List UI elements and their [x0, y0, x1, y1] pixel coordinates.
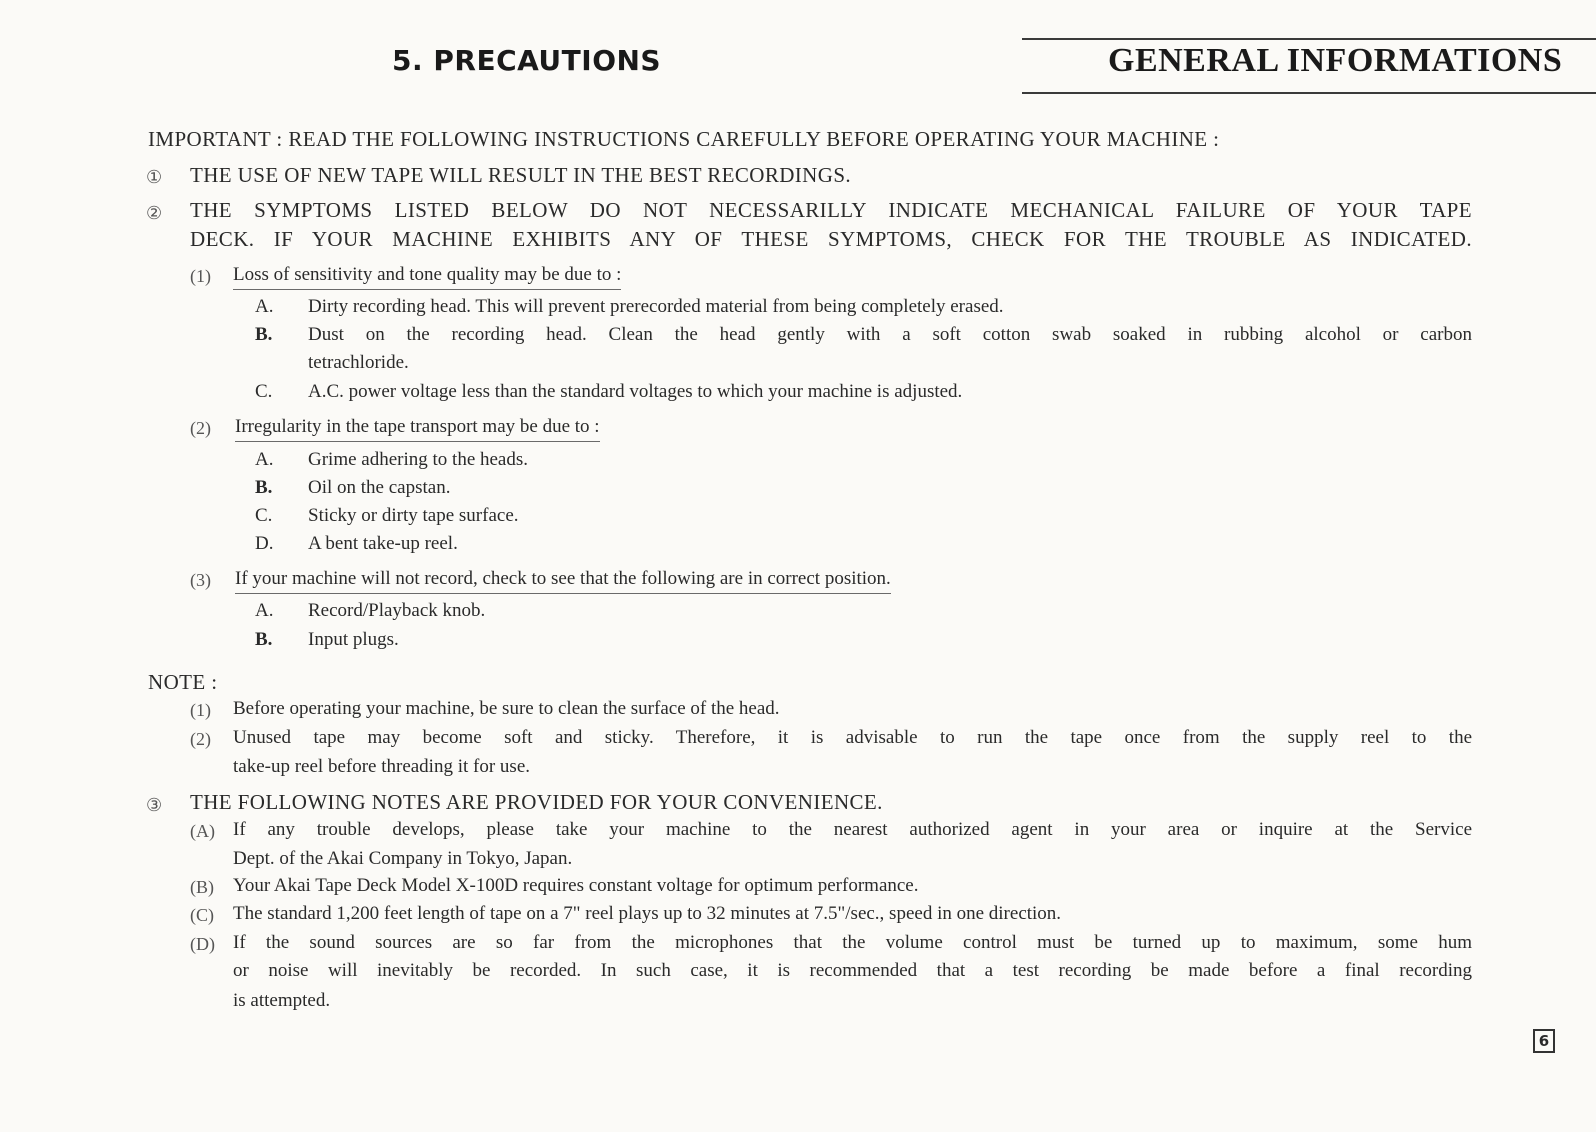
page-number: 6 [1533, 1029, 1555, 1053]
item-3-a-text: If any trouble develops, please take your machine to the nearest authorized agent in your area or inquire at the Service [233, 819, 1472, 840]
sub-1-entry-b: Dust on the recording head. Clean the head gently with a soft cotton swab soaked in rubbing alcohol or carbon [308, 324, 1472, 345]
sub-3-entry-a: Record/Playback knob. [308, 600, 486, 621]
sub-2-entry-a: Grime adhering to the heads. [308, 449, 529, 470]
item-3-marker: ③ [146, 795, 163, 816]
note-1-number: (1) [190, 700, 211, 720]
sub-2-entry-b: Oil on the capstan. [308, 477, 451, 498]
page-header-title: GENERAL INFORMATIONS [1108, 42, 1563, 79]
sub-2-label-a: A. [255, 449, 274, 470]
sub-2-label-c: C. [255, 505, 273, 526]
sub-1-entry-b-cont: tetrachloride. [308, 352, 409, 373]
item-2-text-line-2: DECK. IF YOUR MACHINE EXHIBITS ANY OF THESE SYMPTOMS, CHECK FOR THE TROUBLE AS INDICATED. [190, 227, 1472, 251]
item-3-d-text: If the sound sources are so far from the microphones that the volume control must be turned up to maximum, some hum [233, 932, 1472, 953]
important-notice: IMPORTANT : READ THE FOLLOWING INSTRUCTIONS CAREFULLY BEFORE OPERATING YOUR MACHINE : [148, 127, 1220, 151]
sub-1-label-b: B. [255, 324, 273, 345]
sub-3-heading: If your machine will not record, check to see that the following are in correct position. [235, 568, 891, 594]
note-2-text-cont: take-up reel before threading it for use. [233, 756, 531, 777]
item-2-marker: ② [146, 203, 163, 224]
item-1-marker: ① [146, 167, 163, 188]
item-3-b-text: Your Akai Tape Deck Model X-100D requires constant voltage for optimum performance. [233, 875, 919, 896]
sub-3-entry-b: Input plugs. [308, 629, 399, 650]
item-3-b-number: (B) [190, 877, 214, 897]
item-3-d-number: (D) [190, 934, 215, 954]
section-title: 5. PRECAUTIONS [392, 44, 662, 77]
sub-1-entry-a: Dirty recording head. This will prevent prerecorded material from being completely erased. [308, 296, 1004, 317]
note-1-text: Before operating your machine, be sure to clean the surface of the head. [233, 698, 780, 719]
sub-1-label-c: C. [255, 381, 273, 402]
sub-3-label-a: A. [255, 600, 274, 621]
sub-1-heading: Loss of sensitivity and tone quality may be due to : [233, 264, 621, 290]
item-3-c-text: The standard 1,200 feet length of tape on a 7" reel plays up to 32 minutes at 7.5"/sec., speed in one direction. [233, 903, 1062, 924]
item-3-c-number: (C) [190, 905, 214, 925]
sub-2-label-d: D. [255, 533, 274, 554]
sub-1-number: (1) [190, 266, 211, 286]
item-3-d-text-cont-2: is attempted. [233, 990, 331, 1011]
note-label: NOTE : [148, 670, 218, 694]
item-3-a-number: (A) [190, 821, 215, 841]
sub-3-number: (3) [190, 570, 211, 590]
sub-1-label-a: A. [255, 296, 274, 317]
item-2-text-line-1: THE SYMPTOMS LISTED BELOW DO NOT NECESSARILLY INDICATE MECHANICAL FAILURE OF YOUR TAPE [190, 198, 1472, 222]
item-1-text: THE USE OF NEW TAPE WILL RESULT IN THE BEST RECORDINGS. [190, 163, 852, 187]
sub-2-label-b: B. [255, 477, 273, 498]
item-3-d-text-cont: or noise will inevitably be recorded. In such case, it is recommended that a test recording be made before a final recording [233, 960, 1472, 981]
header-rule-top [1022, 38, 1596, 40]
sub-2-entry-d: A bent take-up reel. [308, 533, 458, 554]
header-rule-bottom [1022, 92, 1596, 94]
note-2-text: Unused tape may become soft and sticky. Therefore, it is advisable to run the tape once from the supply reel to the [233, 727, 1472, 748]
sub-3-label-b: B. [255, 629, 273, 650]
item-3-a-text-cont: Dept. of the Akai Company in Tokyo, Japan. [233, 848, 573, 869]
sub-1-entry-c: A.C. power voltage less than the standard voltages to which your machine is adjusted. [308, 381, 963, 402]
sub-2-entry-c: Sticky or dirty tape surface. [308, 505, 519, 526]
note-2-number: (2) [190, 729, 211, 749]
item-3-text: THE FOLLOWING NOTES ARE PROVIDED FOR YOUR CONVENIENCE. [190, 790, 883, 814]
sub-2-number: (2) [190, 418, 211, 438]
sub-2-heading: Irregularity in the tape transport may be due to : [235, 416, 600, 442]
